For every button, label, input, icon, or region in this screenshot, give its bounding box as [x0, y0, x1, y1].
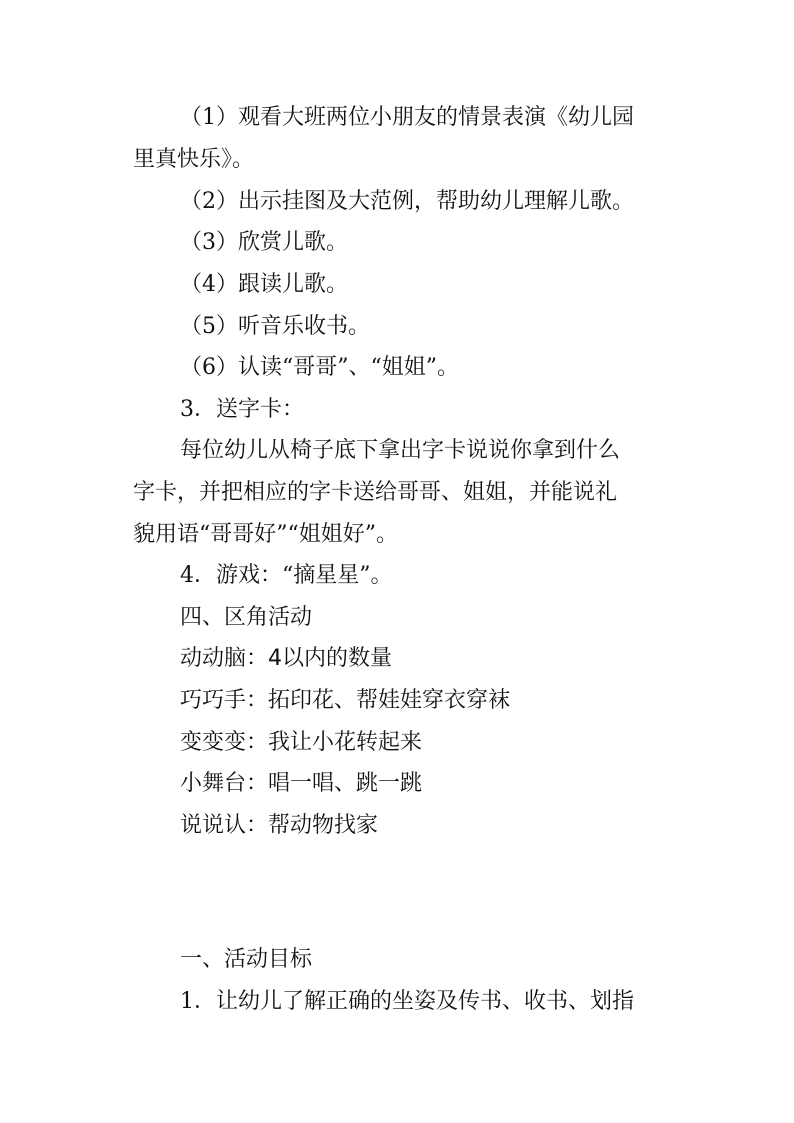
step-4: （4）跟读儿歌。	[180, 272, 348, 297]
step-6: （6）认读“哥哥”、“姐姐”。	[180, 355, 459, 380]
step-2: （2）出示挂图及大范例，帮助幼儿理解儿歌。	[180, 189, 634, 214]
activity-goals-heading: 一、活动目标	[180, 947, 313, 972]
corner-activity-1: 动动脑：4以内的数量	[180, 646, 392, 671]
step-1-line-1: （1）观看大班两位小朋友的情景表演《幼儿园	[180, 105, 634, 130]
paragraph-line-1: 每位幼儿从椅子底下拿出字卡说说你拿到什么	[180, 438, 621, 463]
paragraph-line-2: 字卡，并把相应的字卡送给哥哥、姐姐，并能说礼	[133, 480, 618, 505]
paragraph-line-3: 貌用语“哥哥好”“姐姐好”。	[133, 522, 398, 547]
corner-activity-5: 说说认：帮动物找家	[180, 813, 379, 838]
corner-activities-heading: 四、区角活动	[180, 605, 313, 630]
section-3-heading: 3．送字卡：	[180, 397, 304, 422]
goal-1-line: 1．让幼儿了解正确的坐姿及传书、收书、划指	[180, 989, 634, 1014]
section-4-heading: 4．游戏：“摘星星”。	[180, 563, 393, 588]
corner-activity-3: 变变变：我让小花转起来	[180, 730, 423, 755]
corner-activity-2: 巧巧手：拓印花、帮娃娃穿衣穿袜	[180, 688, 511, 713]
corner-activity-4: 小舞台：唱一唱、跳一跳	[180, 771, 423, 796]
step-5: （5）听音乐收书。	[180, 314, 370, 339]
step-3: （3）欣赏儿歌。	[180, 230, 348, 255]
step-1-line-2: 里真快乐》。	[133, 147, 255, 172]
